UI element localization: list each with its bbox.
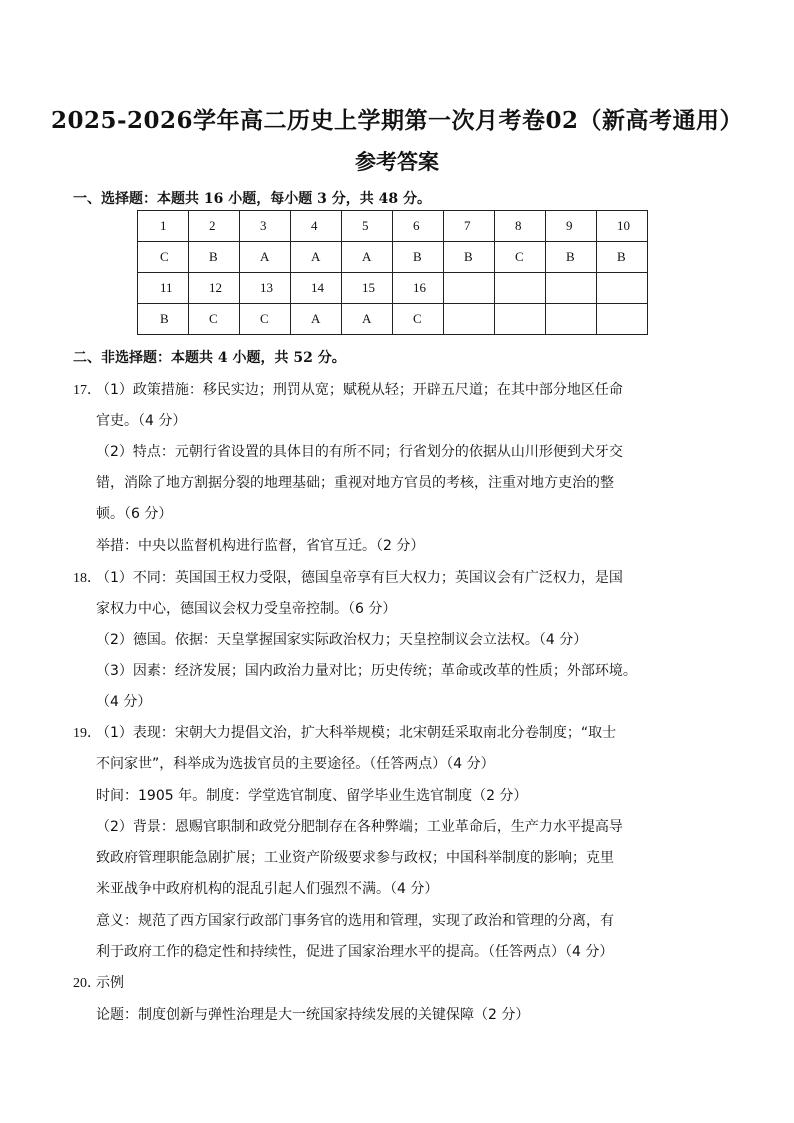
question-number: 20． (73, 976, 101, 991)
section-heading-choice: 一、选择题：本题共 16 小题，每小题 3 分，共 48 分。 (73, 191, 431, 207)
table-cell (546, 304, 597, 335)
table-row-question-numbers (138, 211, 648, 242)
answer-line: 意义：规范了西方国家行政部门事务官的选用和管理，实现了政治和管理的分离，有 (96, 913, 614, 929)
table-cell: B (546, 242, 597, 273)
table-cell (495, 273, 546, 304)
table-cell: A (291, 242, 342, 273)
table-cell: 13 (240, 273, 291, 304)
answer-line: 官吏。（4 分） (96, 413, 187, 429)
table-row-answers (138, 242, 648, 273)
table-cell: C (393, 304, 444, 335)
section-heading-nonchoice: 二、非选择题：本题共 4 小题，共 52 分。 (73, 350, 346, 366)
table-cell: 5 (342, 211, 393, 242)
table-cell: A (291, 304, 342, 335)
table-cell: 6 (393, 211, 444, 242)
answer-line: （1）政策措施：移民实边；刑罚从宽；赋税从轻；开辟五尺道；在其中部分地区任命 (96, 382, 623, 398)
table-cell (495, 304, 546, 335)
answer-line: （1）表现：宋朝大力提倡文治，扩大科举规模；北宋朝廷采取南北分卷制度；“取士 (96, 725, 617, 741)
table-cell (597, 304, 648, 335)
answer-line: （2）背景：恩赐官职制和政党分肥制存在各种弊端；工业革命后，生产力水平提高导 (96, 819, 623, 835)
table-cell: B (189, 242, 240, 273)
question-number: 17． (73, 383, 101, 398)
answer-line: 家权力中心，德国议会权力受皇帝控制。（6 分） (96, 601, 397, 617)
page-title: 2025-2026学年高二历史上学期第一次月考卷02（新高考通用） (50, 107, 744, 134)
table-cell (444, 273, 495, 304)
table-cell: B (393, 242, 444, 273)
table-cell: B (597, 242, 648, 273)
table-row-question-numbers (138, 273, 648, 304)
question-number: 19． (73, 726, 101, 741)
table-cell: A (240, 242, 291, 273)
answer-line: （4 分） (96, 694, 152, 710)
table-cell: 3 (240, 211, 291, 242)
table-cell (546, 273, 597, 304)
table-cell: C (240, 304, 291, 335)
table-cell: C (138, 242, 189, 273)
table-cell: 14 (291, 273, 342, 304)
answer-line: 致政府管理职能急剧扩展；工业资产阶级要求参与政权；中国科举制度的影响；克里 (96, 850, 614, 866)
table-cell: 10 (597, 211, 648, 242)
page-subtitle: 参考答案 (355, 149, 439, 174)
table-cell: B (444, 242, 495, 273)
answer-table (137, 210, 648, 335)
answer-line: 顿。（6 分） (96, 506, 173, 522)
table-cell: A (342, 304, 393, 335)
table-cell: 9 (546, 211, 597, 242)
table-cell: 15 (342, 273, 393, 304)
table-cell: C (189, 304, 240, 335)
answer-line: 利于政府工作的稳定性和持续性，促进了国家治理水平的提高。（任答两点）（4 分） (96, 944, 614, 960)
answer-line: （2）特点：元朝行省设置的具体目的有所不同；行省划分的依据从山川形便到犬牙交 (96, 444, 623, 460)
answer-line: （2）德国。依据：天皇掌握国家实际政治权力；天皇控制议会立法权。（4 分） (96, 632, 588, 648)
table-cell: 11 (138, 273, 189, 304)
table-row-answers (138, 304, 648, 335)
table-cell: 4 (291, 211, 342, 242)
answer-line: 不问家世”，科举成为选拔官员的主要途径。（任答两点）（4 分） (96, 756, 495, 772)
table-cell: 7 (444, 211, 495, 242)
answer-line: 米亚战争中政府机构的混乱引起人们强烈不满。（4 分） (96, 881, 439, 897)
table-cell (597, 273, 648, 304)
table-cell: C (495, 242, 546, 273)
answer-line: 错，消除了地方割据分裂的地理基础；重视对地方官员的考核，注重对地方吏治的整 (96, 475, 614, 491)
table-cell: A (342, 242, 393, 273)
table-cell: 1 (138, 211, 189, 242)
answer-line: 举措：中央以监督机构进行监督，省官互迁。（2 分） (96, 538, 425, 554)
table-cell (444, 304, 495, 335)
question-number: 18． (73, 571, 101, 586)
table-cell: 12 (189, 273, 240, 304)
table-cell: B (138, 304, 189, 335)
answer-line: 论题：制度创新与弹性治理是大一统国家持续发展的关键保障（2 分） (96, 1007, 530, 1023)
answer-line: （1）不同：英国国王权力受限，德国皇帝享有巨大权力；英国议会有广泛权力，是国 (96, 570, 623, 586)
answer-label: 示例 (96, 975, 124, 991)
answer-line: （3）因素：经济发展；国内政治力量对比；历史传统；革命或改革的性质；外部环境。 (96, 663, 637, 679)
table-cell: 2 (189, 211, 240, 242)
table-cell: 8 (495, 211, 546, 242)
answer-line: 时间：1905 年。制度：学堂选官制度、留学毕业生选官制度（2 分） (96, 788, 528, 804)
table-cell: 16 (393, 273, 444, 304)
